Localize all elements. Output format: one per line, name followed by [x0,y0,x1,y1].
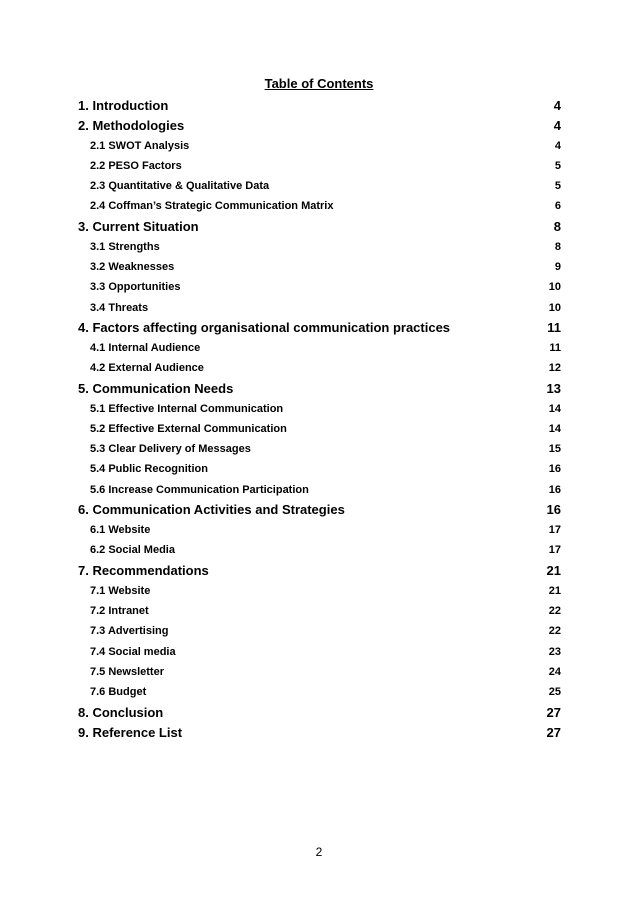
toc-subsection-entry[interactable] [78,176,562,196]
toc-entry-label: 3.4 Threats [90,301,149,314]
toc-entry-label: 2.2 PESO Factors [90,160,182,173]
toc-entry-label: 7.6 Budget [90,685,147,698]
toc-subsection-entry[interactable] [78,257,562,277]
toc-subsection-entry[interactable] [78,480,562,500]
toc-subsection-entry[interactable] [78,641,562,661]
toc-entry-page-number: 25 [548,685,561,698]
toc-entry-page-number: 10 [548,281,561,294]
toc-entry-label: 9. Reference List [78,725,183,741]
toc-entry-page-number: 14 [548,402,561,415]
toc-entry-page-number: 8 [554,241,561,254]
toc-entry-label: 3.1 Strengths [90,241,160,254]
toc-entry-label: 3. Current Situation [78,219,199,235]
toc-entry-label: 2. Methodologies [78,118,185,134]
toc-entry-label: 1. Introduction [78,97,169,113]
toc-entry-label: 5.4 Public Recognition [90,463,208,476]
toc-entry-label: 7.3 Advertising [90,625,169,638]
toc-entry-label: 7. Recommendations [78,563,209,579]
toc-entry-page-number: 21 [548,585,561,598]
toc-subsection-entry[interactable] [78,520,562,540]
toc-entry-label: 6.1 Website [90,524,151,537]
toc-entry-page-number: 15 [548,443,561,456]
toc-subsection-entry[interactable] [78,621,562,641]
toc-section-entry[interactable] [78,95,562,115]
toc-entry-page-number: 22 [548,625,561,638]
toc-entry-label: 2.1 SWOT Analysis [90,139,190,152]
toc-entry-page-number: 11 [549,342,561,355]
toc-title: Table of Contents [264,76,374,91]
toc-entry-page-number: 16 [548,463,561,476]
toc-subsection-entry[interactable] [78,540,562,560]
toc-entry-page-number: 22 [548,605,561,618]
toc-entry-page-number: 4 [554,139,561,152]
toc-entry-page-number: 12 [548,362,561,375]
toc-entry-page-number: 10 [548,301,561,314]
toc-entry-page-number: 27 [546,725,561,741]
toc-subsection-entry[interactable] [78,196,562,216]
toc-entry-label: 3.3 Opportunities [90,281,181,294]
toc-entry-label: 4.2 External Audience [90,362,204,375]
toc-entry-page-number: 24 [548,665,561,678]
toc-subsection-entry[interactable] [78,338,562,358]
toc-subsection-entry[interactable] [78,459,562,479]
toc-entry-page-number: 11 [547,320,561,336]
toc-entry-label: 3.2 Weaknesses [90,261,175,274]
toc-section-entry[interactable] [78,318,562,338]
toc-entry-page-number: 21 [546,563,561,579]
toc-section-entry[interactable] [78,702,562,722]
toc-subsection-entry[interactable] [78,237,562,257]
toc-subsection-entry[interactable] [78,581,562,601]
toc-entry-label: 5. Communication Needs [78,381,234,397]
toc-entry-page-number: 14 [548,423,561,436]
toc-subsection-entry[interactable] [78,399,562,419]
toc-entry-label: 4. Factors affecting organisational communication practices [78,320,451,336]
toc-subsection-entry[interactable] [78,439,562,459]
toc-subsection-entry[interactable] [78,136,562,156]
toc-entry-label: 5.2 Effective External Communication [90,423,287,436]
toc-entry-label: 8. Conclusion [78,704,164,720]
toc-entry-page-number: 9 [554,261,561,274]
toc-section-entry[interactable] [78,722,562,742]
toc-entry-label: 4.1 Internal Audience [90,342,201,355]
toc-section-entry[interactable] [78,561,562,581]
toc-entry-label: 7.2 Intranet [90,605,149,618]
toc-entry-label: 7.1 Website [90,585,151,598]
toc-section-entry[interactable] [78,378,562,398]
toc-entry-label: 7.4 Social media [90,645,176,658]
toc-entry-page-number: 27 [546,704,561,720]
toc-entry-page-number: 4 [553,118,561,134]
toc-section-entry[interactable] [78,115,562,135]
toc-entry-page-number: 17 [548,544,561,557]
toc-subsection-entry[interactable] [78,277,562,297]
toc-section-entry[interactable] [78,217,562,237]
toc-entry-page-number: 23 [548,645,561,658]
toc-subsection-entry[interactable] [78,358,562,378]
toc-subsection-entry[interactable] [78,156,562,176]
toc-entry-label: 5.1 Effective Internal Communication [90,402,284,415]
toc-section-entry[interactable] [78,500,562,520]
toc-entry-label: 2.4 Coffman’s Strategic Communication Matrix [90,200,334,213]
toc-subsection-entry[interactable] [78,297,562,317]
toc-entry-page-number: 5 [554,180,561,193]
toc-entry-label: 6. Communication Activities and Strategies [78,502,345,518]
toc-subsection-entry[interactable] [78,682,562,702]
table-of-contents [78,95,562,743]
toc-subsection-entry[interactable] [78,662,562,682]
toc-subsection-entry[interactable] [78,601,562,621]
toc-entry-page-number: 16 [546,502,561,518]
toc-entry-page-number: 4 [553,97,561,113]
toc-entry-label: 7.5 Newsletter [90,665,164,678]
toc-entry-label: 5.6 Increase Communication Participation [90,483,309,496]
toc-entry-page-number: 17 [548,524,561,537]
toc-entry-label: 5.3 Clear Delivery of Messages [90,443,251,456]
toc-entry-label: 2.3 Quantitative & Qualitative Data [90,180,270,193]
toc-entry-page-number: 8 [553,219,561,235]
toc-entry-page-number: 5 [554,160,561,173]
toc-entry-page-number: 13 [546,381,561,397]
toc-entry-label: 6.2 Social Media [90,544,175,557]
toc-subsection-entry[interactable] [78,419,562,439]
toc-entry-page-number: 16 [548,483,561,496]
toc-entry-page-number: 6 [554,200,561,213]
page-number: 2 [315,845,323,859]
